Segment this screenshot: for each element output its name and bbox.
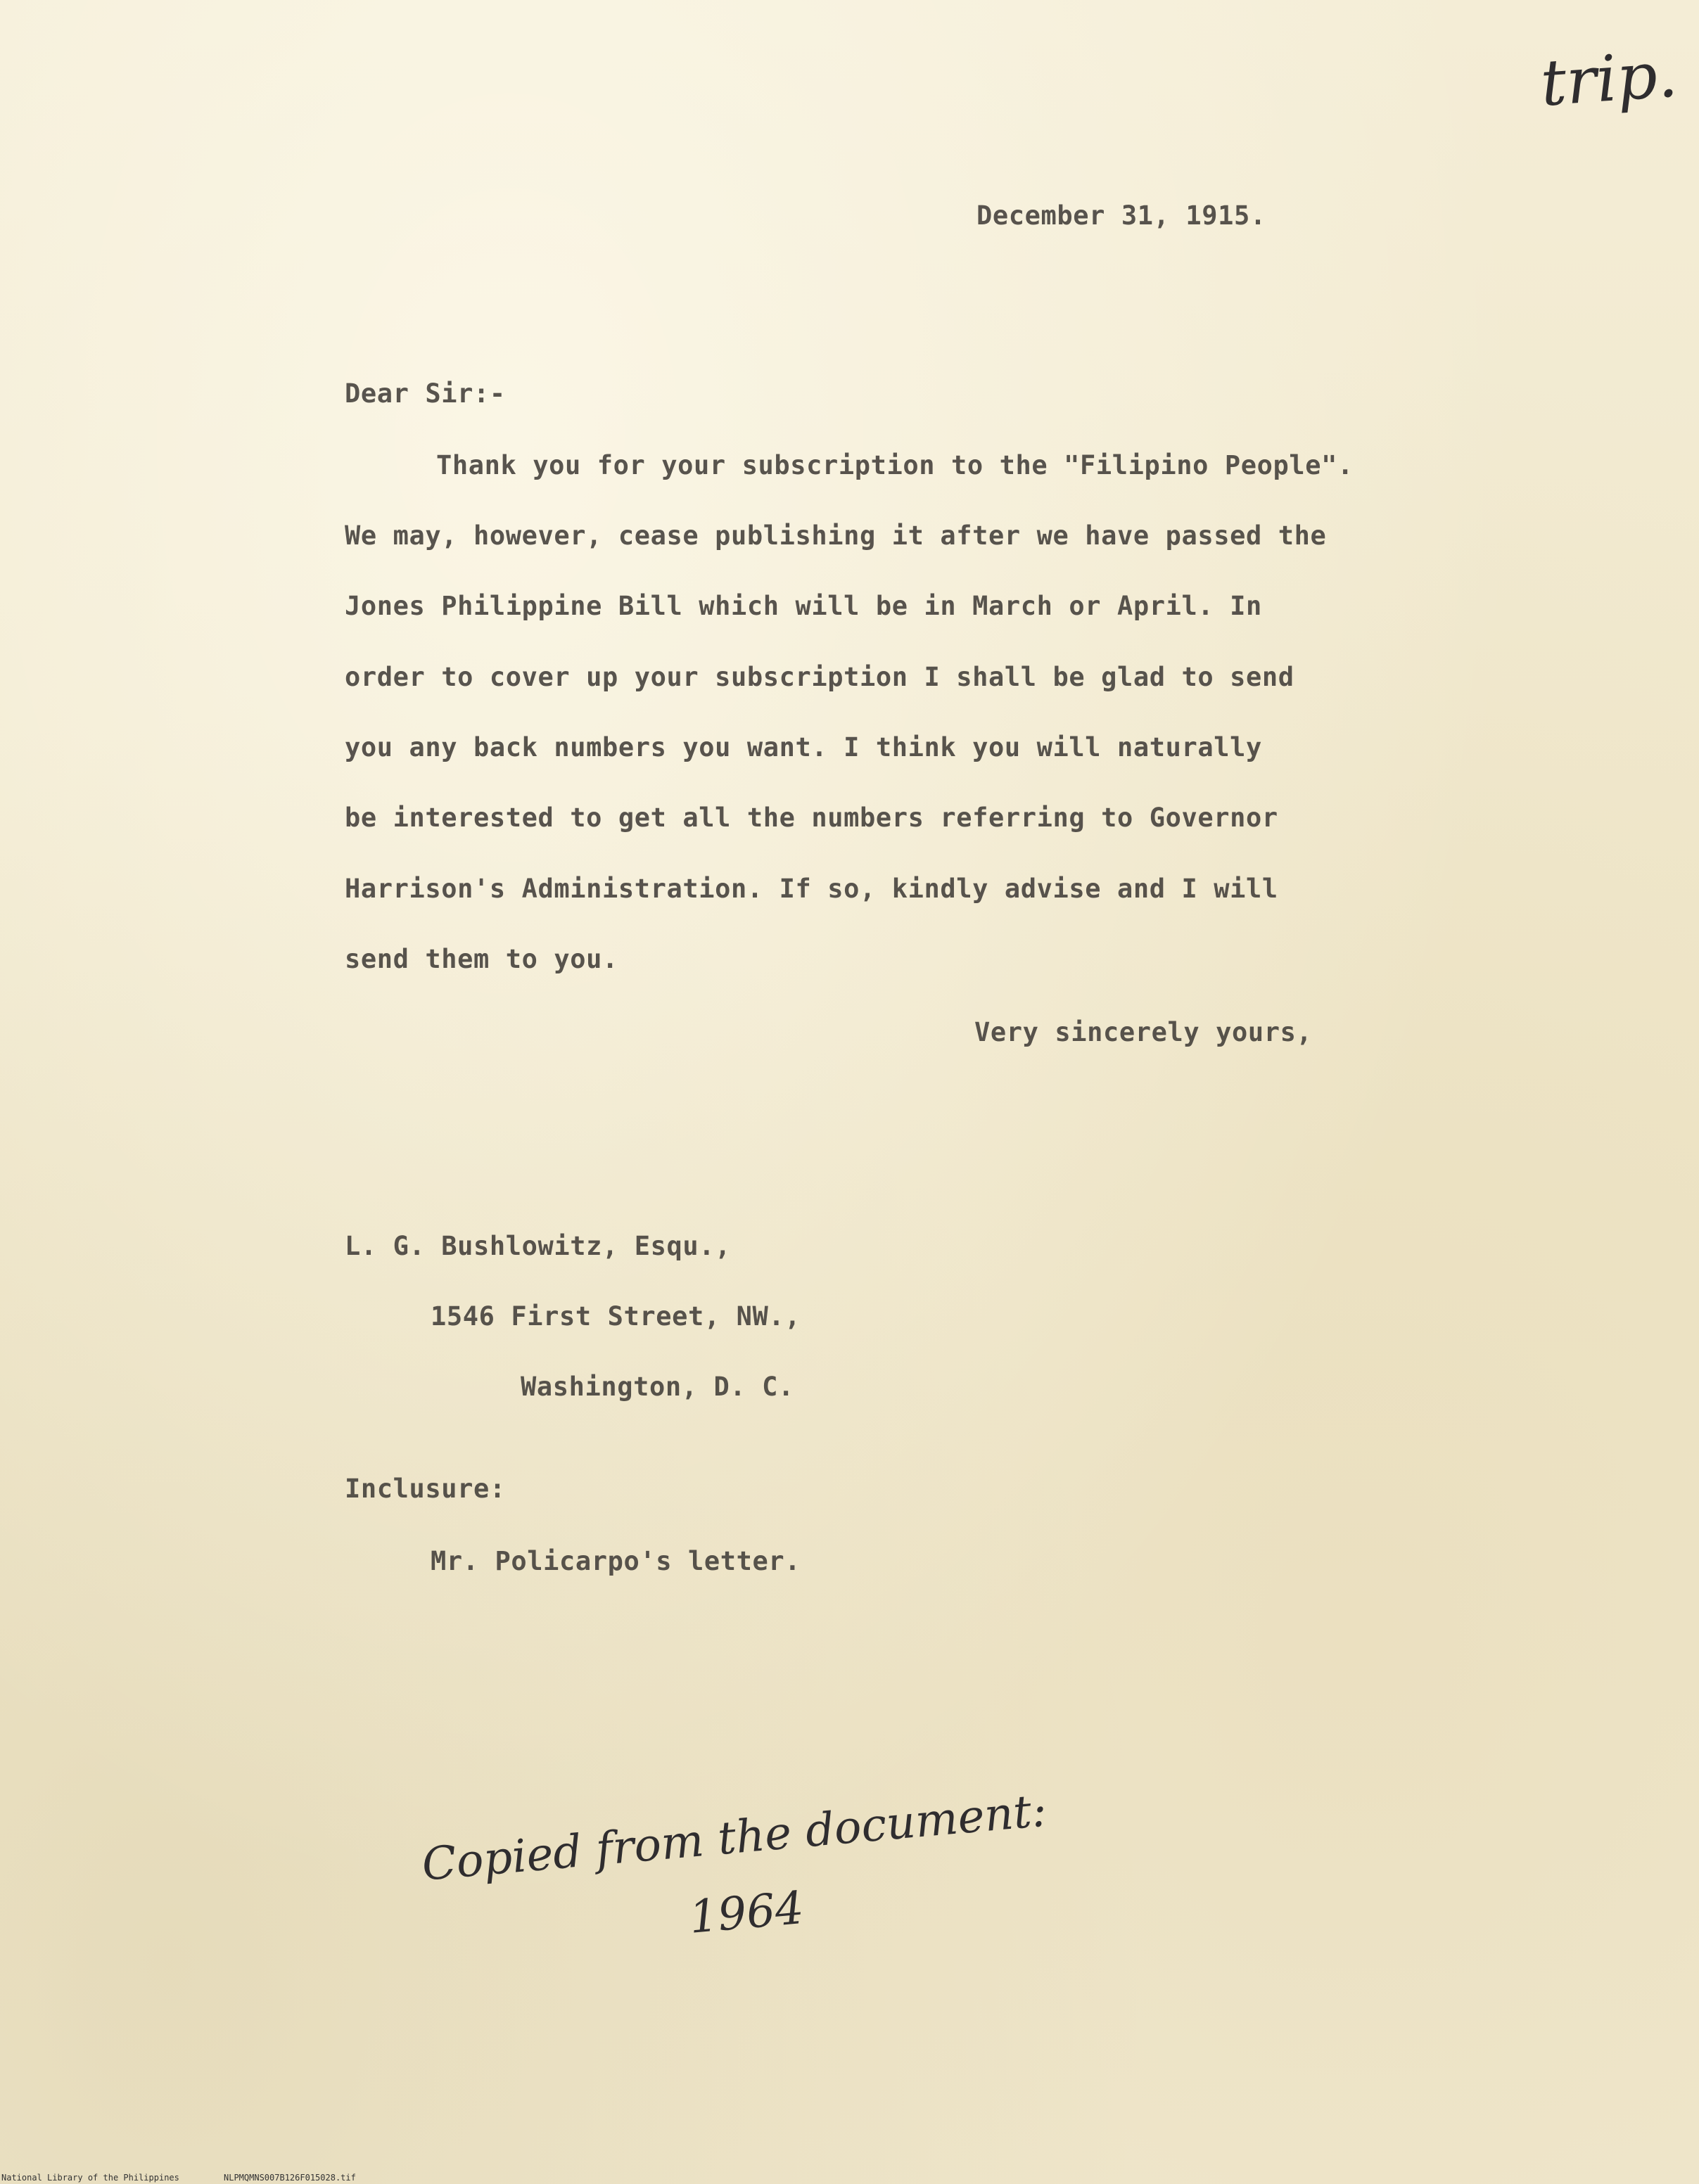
letter-body-line: Harrison's Administration. If so, kindly advise and I will [345, 874, 1278, 904]
letter-body-line: send them to you. [345, 944, 618, 974]
handwritten-annotation-line2: 1964 [687, 1882, 806, 1944]
footer-file-id: NLPMQMNS007B126F015028.tif [224, 2173, 356, 2183]
margin-note: trip. [1538, 37, 1680, 121]
letter-body-line: Thank you for your subscription to the "Filipino People". [436, 450, 1354, 480]
letter-body-line: Jones Philippine Bill which will be in March or April. In [345, 591, 1262, 621]
letter-body-line: you any back numbers you want. I think you will naturally [345, 732, 1262, 762]
recipient-city: Washington, D. C. [521, 1372, 794, 1402]
letter-closing: Very sincerely yours, [974, 1017, 1313, 1047]
enclosure-label: Inclusure: [345, 1474, 506, 1504]
letter-salutation: Dear Sir:- [345, 378, 506, 409]
letter-body-line: be interested to get all the numbers referring to Governor [345, 803, 1278, 833]
letter-body-line: We may, however, cease publishing it after we have passed the [345, 521, 1327, 551]
letter-date: December 31, 1915. [976, 200, 1266, 231]
enclosure-item: Mr. Policarpo's letter. [431, 1546, 801, 1576]
footer-institution: National Library of the Philippines [1, 2173, 179, 2183]
letter-body-line: order to cover up your subscription I shall be glad to send [345, 662, 1294, 692]
recipient-name: L. G. Bushlowitz, Esqu., [345, 1231, 732, 1261]
recipient-street: 1546 First Street, NW., [431, 1301, 801, 1332]
handwritten-annotation-line1: Copied from the document: [419, 1784, 1049, 1891]
